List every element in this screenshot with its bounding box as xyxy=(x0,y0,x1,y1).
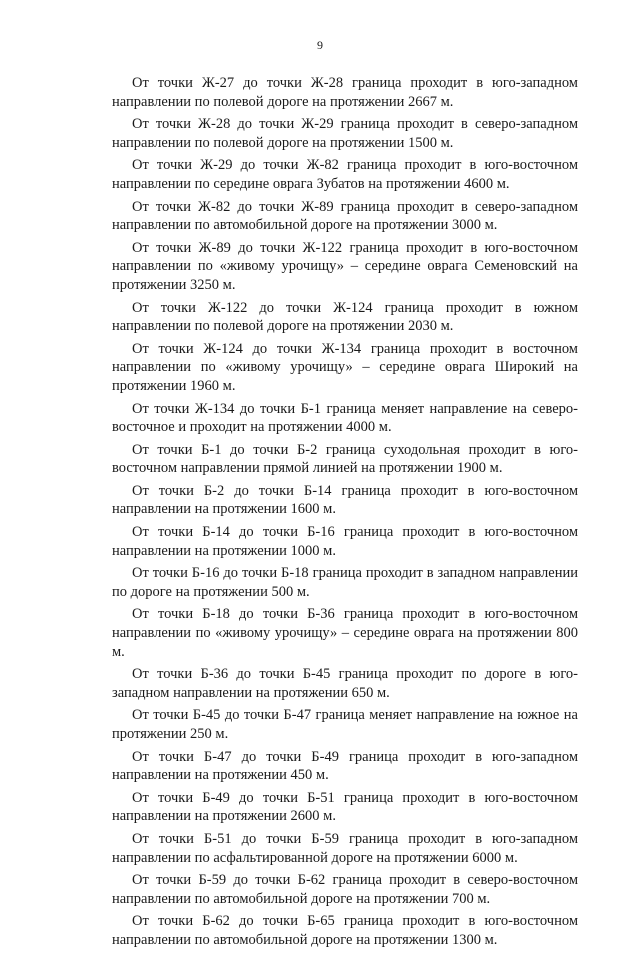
page-number: 9 xyxy=(317,38,323,52)
paragraph: От точки Б-51 до точки Б-59 граница проходит в юго-западном направлении по асфальтированной дороге на протяжении 6000 м. xyxy=(112,830,578,866)
paragraph: От точки Ж-134 до точки Б-1 граница меняет направление на северо-восточное и проходит на протяжении 4000 м. xyxy=(112,400,578,436)
paragraph: От точки Ж-89 до точки Ж-122 граница проходит в юго-восточном направлении по «живому урочищу» – середине оврага Семеновский на протяжении 3250 м. xyxy=(112,239,578,293)
document-body xyxy=(112,74,578,954)
paragraph: От точки Б-47 до точки Б-49 граница проходит в юго-западном направлении на протяжении 450 м. xyxy=(112,748,578,784)
paragraph: От точки Б-59 до точки Б-62 граница проходит в северо-восточном направлении по автомобильной дороге на протяжении 700 м. xyxy=(112,872,578,907)
paragraph: От точки Б-36 до точки Б-45 граница проходит по дороге в юго-западном направлении на протяжении 650 м. xyxy=(112,666,578,701)
paragraph: От точки Б-49 до точки Б-51 граница проходит в юго-восточном направлении на протяжении 2600 м. xyxy=(112,789,578,825)
paragraph: От точки Ж-29 до точки Ж-82 граница проходит в юго-восточном направлении по середине оврага Зубатов на протяжении 4600 м. xyxy=(112,157,578,192)
paragraph: От точки Б-18 до точки Б-36 граница проходит в юго-восточном направлении по «живому урочищу» – середине оврага на протяжении 800 м. xyxy=(112,606,578,660)
paragraph: От точки Б-2 до точки Б-14 граница проходит в юго-восточном направлении на протяжении 1600 м. xyxy=(112,482,578,518)
paragraph: От точки Ж-82 до точки Ж-89 граница проходит в северо-западном направлении по автомобильной дороге на протяжении 3000 м. xyxy=(112,198,578,234)
paragraph: От точки Б-1 до точки Б-2 граница суходольная проходит в юго-восточном направлении прямой линией на протяжении 1900 м. xyxy=(112,441,578,477)
paragraph: От точки Б-45 до точки Б-47 граница меняет направление на южное на протяжении 250 м. xyxy=(112,707,578,742)
paragraph: От точки Б-14 до точки Б-16 граница проходит в юго-восточном направлении на протяжении 1000 м. xyxy=(112,524,578,559)
paragraph: От точки Ж-28 до точки Ж-29 граница проходит в северо-западном направлении по полевой дороге на протяжении 1500 м. xyxy=(112,116,578,151)
paragraph: От точки Б-16 до точки Б-18 граница проходит в западном направлении по дороге на протяжении 500 м. xyxy=(112,565,578,600)
paragraph: От точки Ж-122 до точки Ж-124 граница проходит в южном направлении по полевой дороге на протяжении 2030 м. xyxy=(112,299,578,335)
paragraph: От точки Ж-27 до точки Ж-28 граница проходит в юго-западном направлении по полевой дороге на протяжении 2667 м. xyxy=(112,75,578,110)
paragraph: От точки Б-62 до точки Б-65 граница проходит в юго-восточном направлении по автомобильной дороге на протяжении 1300 м. xyxy=(112,913,578,948)
paragraph: От точки Ж-124 до точки Ж-134 граница проходит в восточном направлении по «живому урочищу» – середине оврага Широкий на протяжении 1960 м. xyxy=(112,340,578,394)
